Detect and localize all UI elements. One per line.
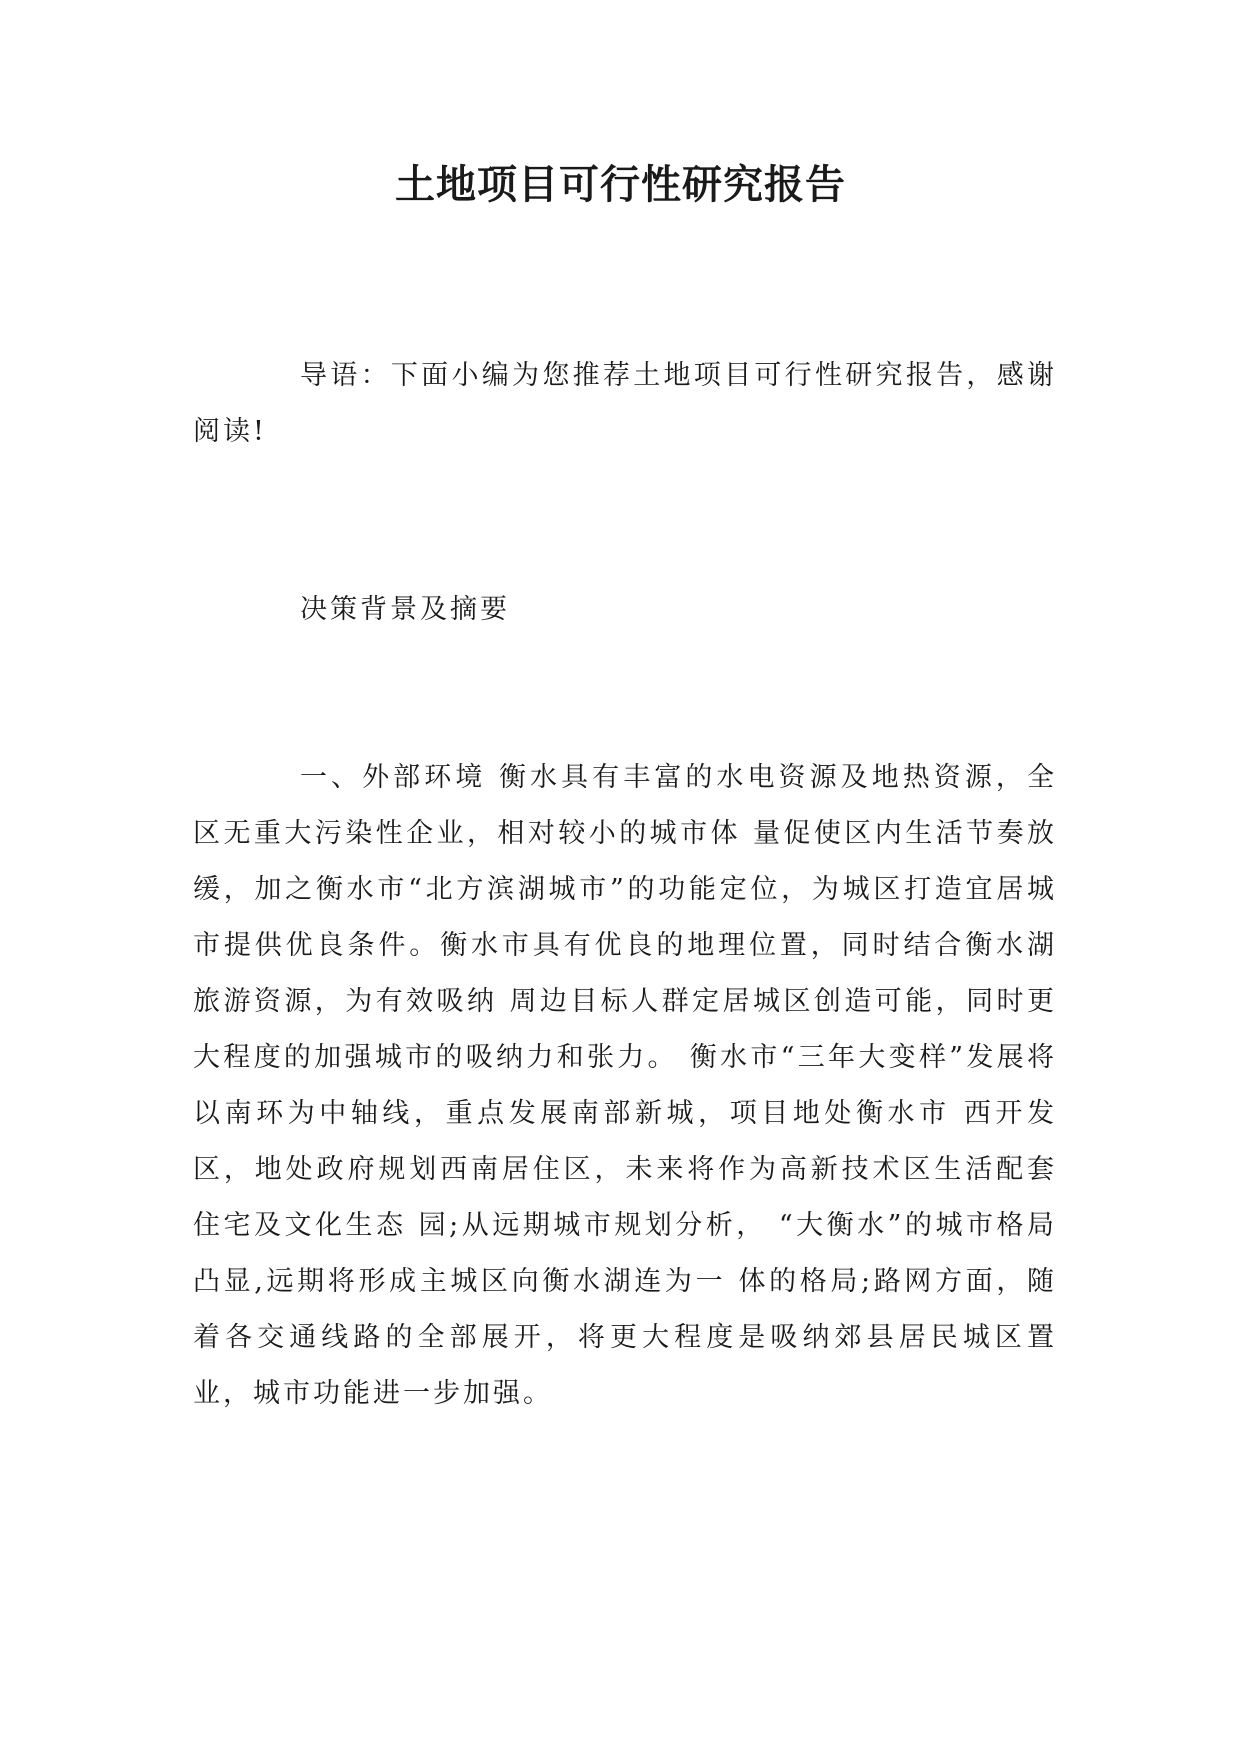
intro-paragraph: 导语：下面小编为您推荐土地项目可行性研究报告，感谢阅读! (193, 360, 1057, 447)
section-heading: 决策背景及摘要 (300, 594, 510, 625)
section-1-paragraph: 一、外部环境 衡水具有丰富的水电资源及地热资源，全区无重大污染性企业，相对较小的城市体 量促使区内生活节奏放缓，加之衡水市“北方滨湖城市”的功能定位，为城区打造宜居城 市提供优良条件。衡水市具有优良的地理位置，同时结合衡水湖旅游资源，为有效吸纳 周边目标人群定居城区创造可能，同时更大程度的加强城市的吸纳力和张力。 衡水市“三年大变样”发展将以南环为中轴线，重点发展南部新城，项目地处衡水市 西开发区，地处政府规划西南居住区，未来将作为高新技术区生活配套住宅及文化生态 园;从远期城市规划分析， “大衡水”的城市格局凸显,远期将形成主城区向衡水湖连为一 体的格局;路网方面，随着各交通线路的全部展开，将更大程度是吸纳郊县居民城区置 业，城市功能进一步加强。 (193, 762, 1057, 1409)
document-title: 土地项目可行性研究报告 (395, 161, 846, 208)
